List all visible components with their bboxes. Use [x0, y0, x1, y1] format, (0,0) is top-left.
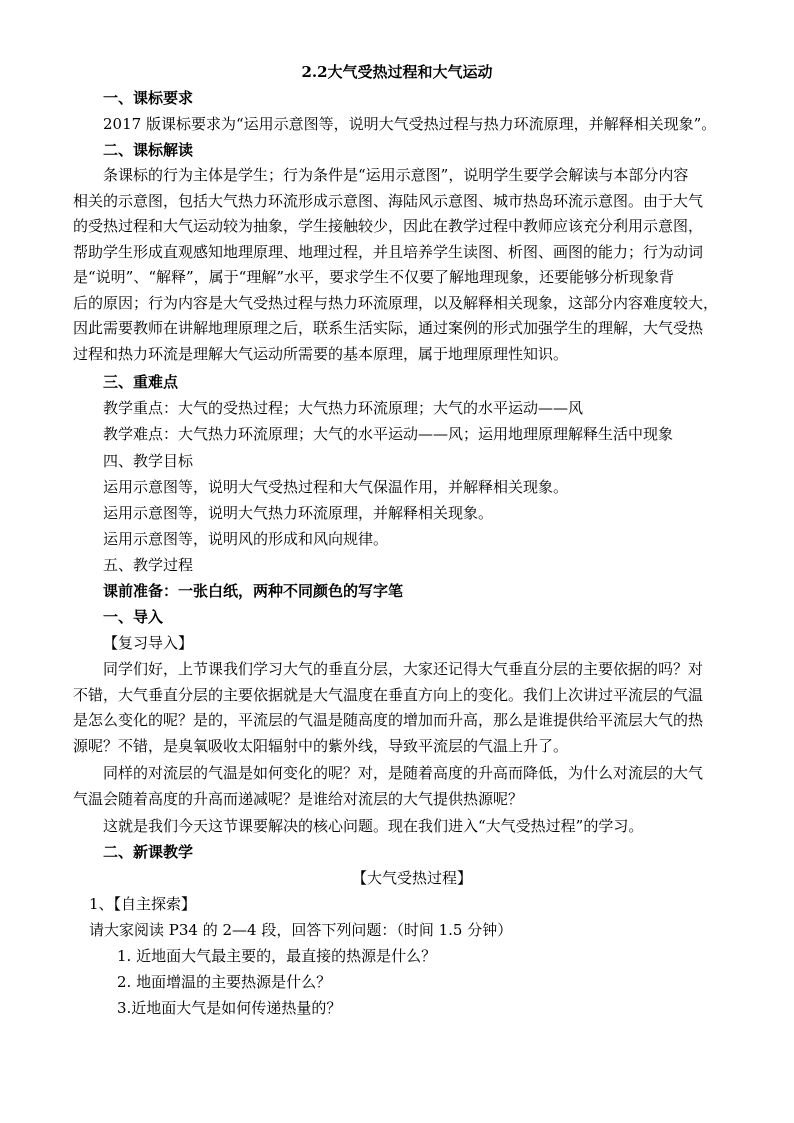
- reading-instruction: 请大家阅读 P34 的 2—4 段，回答下列问题：（时间 1.5 分钟）: [89, 921, 513, 939]
- paragraph-line: 同样的对流层的气温是如何变化的呢？对，是随着高度的升高而降低，为什么对流层的大气: [103, 764, 704, 782]
- self-exploration-label: 1、【自主探索】: [89, 895, 197, 913]
- teaching-goal: 运用示意图等，说明大气受热过程和大气保温作用，并解释相关现象。: [103, 478, 569, 496]
- paragraph-line: 是“说明”、“解释”，属于“理解”水平，要求学生不仅要了解地理现象，还要能够分析现象背: [73, 268, 675, 286]
- introduction-paragraph-3: 这就是我们今天这节课要解决的核心问题。现在我们进入“大气受热过程”的学习。: [103, 817, 644, 835]
- heading-introduction: 一、导入: [103, 608, 164, 626]
- question-item: 3.近地面大气是如何传递热量的？: [117, 999, 342, 1017]
- paragraph-line: 后的原因；行为内容是大气受热过程与热力环流原理，以及解释相关现象，这部分内容难度较大，: [73, 293, 719, 312]
- curriculum-requirements-text: 2017 版课标要求为“运用示意图等，说明大气受热过程与热力环流原理，并解释相关现象”。: [103, 115, 717, 133]
- question-item: 2. 地面增温的主要热源是什么？: [117, 973, 332, 991]
- heading-teaching-process: 五、教学过程: [103, 556, 194, 574]
- teaching-difficult-points: 教学难点：大气热力环流原理；大气的水平运动——风；运用地理原理解释生活中现象: [103, 425, 674, 443]
- paragraph-line: 相关的示意图，包括大气热力环流形成示意图、海陆风示意图、城市热岛环流示意图。由于大气: [73, 191, 704, 210]
- paragraph-line: 过程和热力环流是理解大气运动所需要的基本原理，属于地理原理性知识。: [73, 344, 569, 363]
- question-item: 1. 近地面大气最主要的，最直接的热源是什么？: [117, 947, 437, 965]
- teaching-key-points: 教学重点：大气的受热过程；大气热力环流原理；大气的水平运动——风: [103, 399, 584, 417]
- paragraph-line: 的受热过程和大气运动较为抽象，学生接触较少，因此在教学过程中教师应该充分利用示意图，: [73, 217, 704, 235]
- introduction-paragraph-1: [73, 657, 753, 759]
- paragraph-line: 不错，大气垂直分层的主要依据就是大气温度在垂直方向上的变化。我们上次讲过平流层的气温: [73, 685, 704, 704]
- teaching-goal: 运用示意图等，说明大气热力环流原理，并解释相关现象。: [103, 504, 494, 522]
- heading-key-difficult-points: 三、重难点: [103, 373, 179, 391]
- document-title: 2.2大气受热过程和大气运动: [301, 63, 493, 81]
- review-introduction-label: 【复习导入】: [103, 634, 194, 652]
- paragraph-line: 同学们好，上节课我们学习大气的垂直分层，大家还记得大气垂直分层的主要依据的吗？对: [103, 660, 704, 678]
- introduction-paragraph-2: [73, 761, 753, 812]
- heading-curriculum-requirements: 一、课标要求: [103, 89, 194, 107]
- heading-teaching-goals: 四、教学目标: [103, 452, 194, 470]
- teaching-goal: 运用示意图等，说明风的形成和风向规律。: [103, 530, 389, 548]
- paragraph-line: 是怎么变化的呢？是的，平流层的气温是随高度的增加而升高，那么是谁提供给平流层大气的热: [73, 711, 704, 729]
- heading-curriculum-interpretation: 二、课标解读: [103, 141, 194, 159]
- paragraph-line: 帮助学生形成直观感知地理原理、地理过程，并且培养学生读图、析图、画图的能力；行为动词: [73, 242, 704, 261]
- paragraph-line: 气温会随着高度的升高而递减呢？是谁给对流层的大气提供热源呢？: [73, 789, 524, 808]
- class-preparation: 课前准备：一张白纸，两种不同颜色的写字笔: [103, 582, 404, 600]
- heading-new-lesson: 二、新课教学: [103, 843, 194, 861]
- paragraph-line: 因此需要教师在讲解地理原理之后，联系生活实际，通过案例的形式加强学生的理解，大气受热: [73, 319, 704, 337]
- section-title-heating-process: 【大气受热过程】: [351, 869, 472, 887]
- paragraph-line: 源呢？不错，是臭氧吸收太阳辐射中的紫外线，导致平流层的气温上升了。: [73, 736, 569, 755]
- paragraph-line: 条课标的行为主体是学生；行为条件是“运用示意图”，说明学生要学会解读与本部分内容: [103, 166, 689, 184]
- curriculum-interpretation-paragraph: [73, 163, 753, 367]
